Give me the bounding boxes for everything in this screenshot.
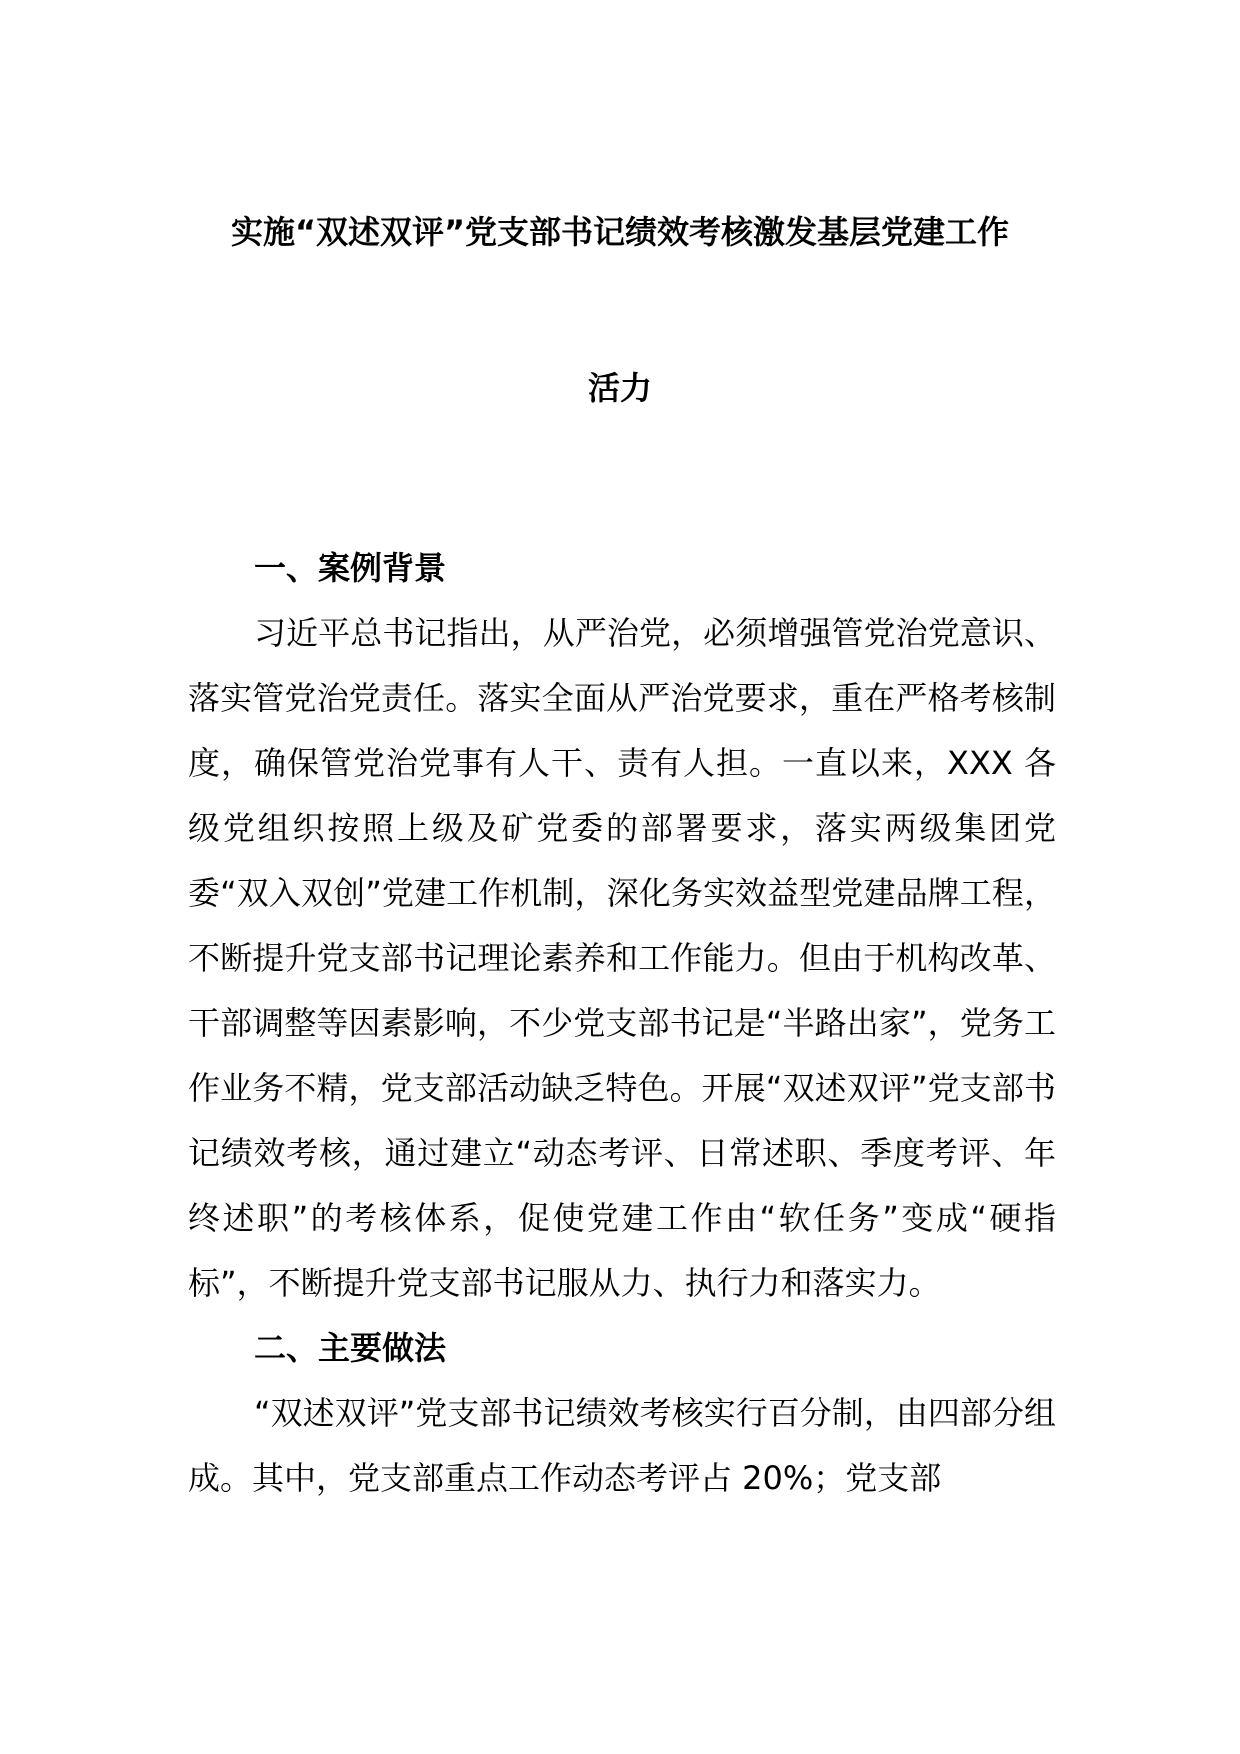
section-1-heading: 一、案例背景	[254, 549, 447, 587]
document-title-line-1: 实施“双述双评”党支部书记绩效考核激发基层党建工作	[230, 213, 1010, 251]
document-body	[188, 536, 1056, 1511]
section-2-paragraph: “双述双评”党支部书记绩效考核实行百分制，由四部分组成。其中，党支部重点工作动态考评占 20%；党支部	[188, 1394, 1056, 1497]
section-1-paragraph: 习近平总书记指出，从严治党，必须增强管党治党意识、落实管党治党责任。落实全面从严治党要求，重在严格考核制度，确保管党治党事有人干、责有人担。一直以来，XXX 各级党组织按照上级及矿党委的部署要求，落实两级集团党委“双入双创”党建工作机制，深化务实效益型党建品牌工程，不断提升党支部书记理论素养和工作能力。但由于机构改革、干部调整等因素影响，不少党支部书记是“半路出家”，党务工作业务不精，党支部活动缺乏特色。开展“双述双评”党支部书记绩效考核，通过建立“动态考评、日常述职、季度考评、年终述职”的考核体系，促使党建工作由“软任务”变成“硬指标”，不断提升党支部书记服从力、执行力和落实力。	[188, 614, 1056, 1302]
document-title-line-2: 活力	[587, 369, 652, 407]
section-2-heading: 二、主要做法	[254, 1329, 447, 1367]
